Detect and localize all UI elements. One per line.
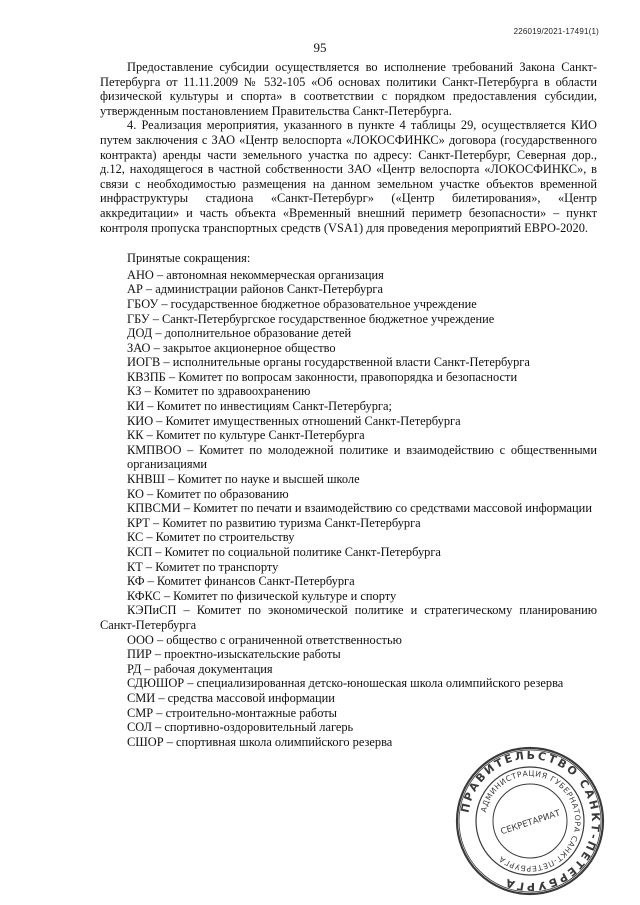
abbreviation-item: РД – рабочая документация xyxy=(127,661,273,676)
abbreviation-item: КНВШ – Комитет по науке и высшей школе xyxy=(127,472,360,487)
abbreviation-item: ЗАО – закрытое акционерное общество xyxy=(127,340,336,355)
secretariat-stamp xyxy=(454,745,606,897)
paragraph-subsidy: Предоставление субсидии осуществляется во исполнение требований Закона Санкт-Петербурга от 11.11.2009 № 532-105 «Об основах политики Санкт-Петербурга в области физической культуры и спорта» в соответствии с порядком предоставления субсидии, утвержденным постановлением Правительства Санкт-Петербурга. xyxy=(100,60,597,118)
abbreviation-item: СМР – строительно-монтажные работы xyxy=(127,705,337,720)
abbreviation-item: ООО – общество с ограниченной ответственностью xyxy=(127,632,402,647)
page-number: 95 xyxy=(313,40,327,55)
abbreviation-item: ПИР – проектно-изыскательские работы xyxy=(127,647,341,662)
abbreviation-item: ИОГВ – исполнительные органы государственной власти Санкт-Петербурга xyxy=(127,355,530,370)
abbreviation-item: КТ – Комитет по транспорту xyxy=(127,559,279,574)
abbreviations-list xyxy=(100,268,597,750)
abbreviation-item: КС – Комитет по строительству xyxy=(127,530,295,545)
abbreviation-item: КРТ – Комитет по развитию туризма Санкт-Петербурга xyxy=(127,515,421,530)
abbreviation-item: СШОР – спортивная школа олимпийского резерва xyxy=(127,734,393,749)
abbreviation-item: КИО – Комитет имущественных отношений Санкт-Петербурга xyxy=(127,413,461,428)
abbreviations-title: Принятые сокращения: xyxy=(127,251,251,266)
abbreviation-item: АНО – автономная некоммерческая организация xyxy=(127,267,384,282)
abbreviation-item: СМИ – средства массовой информации xyxy=(127,690,335,705)
abbreviation-item: КПВСМИ – Комитет по печати и взаимодействию со средствами массовой информации xyxy=(127,501,592,516)
abbreviation-item: КФКС – Комитет по физической культуре и спорту xyxy=(127,588,397,603)
abbreviation-item: СДЮШОР – специализированная детско-юношеская школа олимпийского резерва xyxy=(127,676,564,691)
abbreviation-item: АР – администрации районов Санкт-Петербурга xyxy=(127,282,383,297)
stamp-outer-text: ПРАВИТЕЛЬСТВО САНКТ-ПЕТЕРБУРГА xyxy=(458,748,603,894)
abbreviation-item: КЭПиСП – Комитет по экономической политике и стратегическому планированию Санкт-Петербурга xyxy=(100,603,597,632)
stamp-center-text: СЕКРЕТАРИАТ xyxy=(499,808,562,838)
stamp-inner-text: АДМИНИСТРАЦИЯ ГУБЕРНАТОРА САНКТ-ПЕТЕРБУРГА xyxy=(478,768,583,874)
abbreviation-item: КО – Комитет по образованию xyxy=(127,486,289,501)
abbreviation-item: КВЗПБ – Комитет по вопросам законности, правопорядка и безопасности xyxy=(127,369,518,384)
document-id: 226019/2021-17491(1) xyxy=(513,27,599,36)
abbreviation-item: КЗ – Комитет по здравоохранению xyxy=(127,384,311,399)
abbreviation-item: КСП – Комитет по социальной политике Санкт-Петербурга xyxy=(127,545,441,559)
abbreviation-item: КФ – Комитет финансов Санкт-Петербурга xyxy=(127,574,355,589)
document-body xyxy=(100,60,597,749)
abbreviation-item: ГБОУ – государственное бюджетное образовательное учреждение xyxy=(127,296,477,311)
paragraph-item-4: 4. Реализация мероприятия, указанного в пункте 4 таблицы 29, осуществляется КИО путем заключения с ЗАО «Центр велоспорта «ЛОКОСФИНКС» договора (государственного контракта) аренды части земельного участка по адресу: Санкт-Петербург, Северная дор., д.12, находящегося в частной собственности ЗАО «Центр велоспорта «ЛОКОСФИНКС», в связи с необходимостью размещения на данном земельном участке объектов временной инфраструктуры стадиона «Санкт-Петербург» («Центр билетирования», «Центр аккредитации» и часть объекта «Временный внешний периметр безопасности» – пункт контроля пропуска транспортных средств (VSA1) для проведения мероприятий ЕВРО-2020. xyxy=(100,118,597,235)
abbreviation-item: КМПВОО – Комитет по молодежной политике и взаимодействию с общественными организациями xyxy=(127,442,597,472)
abbreviation-item: КК – Комитет по культуре Санкт-Петербурга xyxy=(127,428,365,443)
abbreviation-item: КИ – Комитет по инвестициям Санкт-Петербурга; xyxy=(127,399,392,414)
abbreviation-item: ДОД – дополнительное образование детей xyxy=(127,326,352,341)
abbreviation-item: СОЛ – спортивно-оздоровительный лагерь xyxy=(127,720,354,735)
abbreviation-item: ГБУ – Санкт-Петербургское государственное бюджетное учреждение xyxy=(127,311,495,326)
